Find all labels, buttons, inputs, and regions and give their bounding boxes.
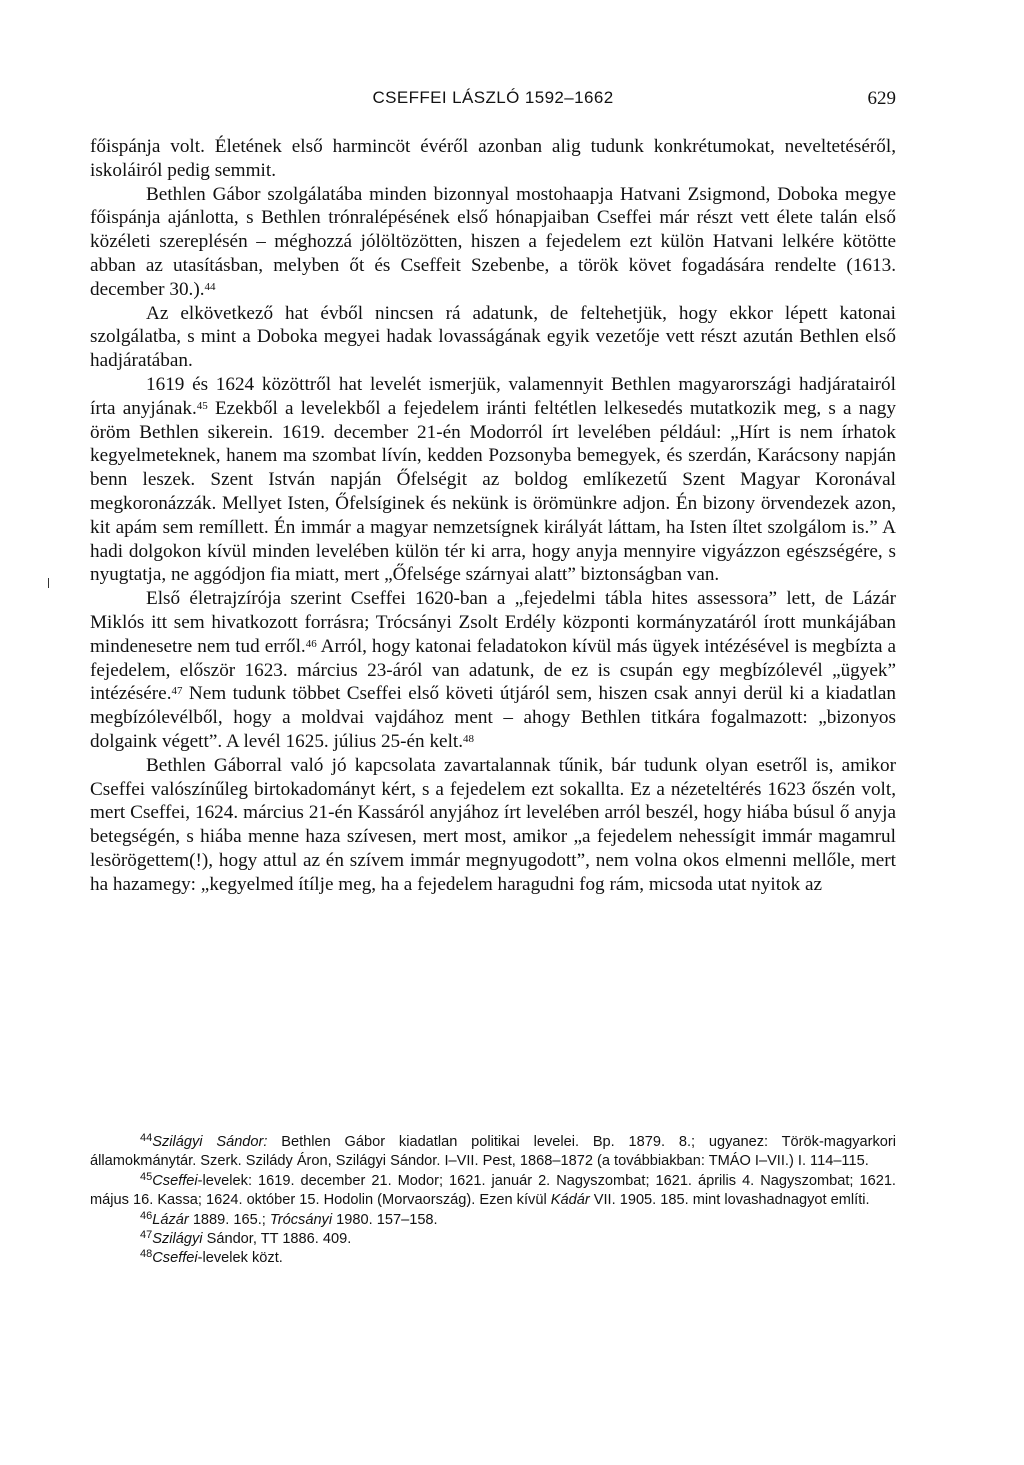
footnote-number: 48 — [140, 1248, 153, 1261]
paragraph-4 — [90, 373, 896, 587]
footnote-ref-47[interactable]: 47 — [171, 685, 183, 698]
footnote-46 — [90, 1211, 896, 1230]
footnote-45 — [90, 1172, 896, 1211]
running-title: CSEFFEI LÁSZLÓ 1592–1662 — [372, 88, 614, 107]
footnote-author: Cseffei — [152, 1172, 198, 1189]
paragraph-4-text-a: 1619 és 1624 közöttről hat levelét ismerjük, valamennyit Bethlen magyarországi hadjáratairól írta anyjának. — [90, 373, 896, 419]
footnote-author: Szilágyi — [152, 1231, 203, 1248]
paragraph-5-text-b: Arról, hogy katonai feladatokon kívül más ügyek intézésével is megbízta a fejedelem, először 1623. március 23-áról van adatunk, de ez is csupán egy megbízólevél „ügyek” intézésére. — [90, 635, 896, 705]
paragraph-5-text-a: Első életrajzírója szerint Cseffei 1620-ban a „fejedelmi tábla hites assessora” lett, de Lázár Miklós itt sem hivatkozott forrásra; Trócsányi Zsolt Erdély központi kormányzatáról írott munkájában mindenesetre nem tud erről. — [90, 588, 896, 657]
footnote-number: 44 — [140, 1132, 153, 1144]
paragraph-2-text: Bethlen Gábor szolgálatába minden bizonnyal mostohaapja Hatvani Zsigmond, Doboka megye főispánja ajánlotta, s Bethlen trónralépésének első hónapjaiban Cseffei már részt vett élete talán első közéleti szereplésén – méghozzá jólöltözötten, hiszen a fejedelem ezt külön Hatvani lelkére kötötte abban az utasításban, melyben őt és Cseffeit Szebenbe, a török követ fogadására rendelte (1613. december 30.). — [90, 183, 896, 300]
paragraph-6: Bethlen Gáborral való jó kapcsolata zavartalannak tűnik, bár tudunk olyan esetről is, amikor Cseffei valószínűleg birtokadományt kért, s a fejedelem ezt sokallta. Ez a nézeteltérés 1623 őszén volt, mert Cseffei, 1624. március 21-én Kassáról anyjához írt levelében arról beszél, hogy hiába búsul ő anyja betegségén, s hiába menne haza szívesen, mert most, amikor „a fejedelem nehessígit immár magamrul lesörögettem(!), hogy attul az én szívem immár megnyugodott”, nem volna okos elmenni mellőle, mert ha hazamegy: „kegyelmed ítílje meg, ha a fejedelem haragudni fog rám, micsoda utat nyitok az — [90, 754, 896, 895]
footnote-ref-45[interactable]: 45 — [196, 399, 208, 412]
paragraph-4-text-b: Ezekből a levelekből a fejedelem iránti feltétlen lelkesedés mutatkozik meg, s a nagy öröm Bethlen sikerein. 1619. december 21-én Modorról írt levelében például: „Hírt is nem írhatok kegyelmeteknek, hanem ma szombat lívín, kedden Pozsonyba bemegyek, és szerdán, Karácsony napján benn leszek. Szent István napján Őfelségit az boldog emlíkezetű Szent Magyar Koronával megkoronázzák. Mellyet Isten, Őfelsíginek és nekünk is örömünkre adjon. Én bizony örvendezek azon, kit apám sem remíllett. Én immár a magyar nemzetsígnek királyát láttam, ha Isten íltet szolgálom is.” A hadi dolgokon kívül minden levelében külön tér ki arra, hogy anyja mennyire vigyázzon egészségére, s nyugtatja, ne aggódjon fia miatt, mert „Őfelsége szárnyai alatt” biztonságban van. — [90, 397, 896, 586]
footnote-48 — [90, 1249, 896, 1268]
footnote-text: Bethlen Gábor kiadatlan politikai levelei. Bp. 1879. 8.; ugyanez: Török-magyarkori államokmánytár. Szerk. Szilády Áron, Szilágyi Sándor. I–VII. Pest, 1868–1872 (a továbbiakban: TMÁO I–VII.) I. 114–115. — [90, 1134, 896, 1170]
footnote-ref-48[interactable]: 48 — [463, 732, 475, 745]
paragraph-5-text-c: Nem tudunk többet Cseffei első követi útjáról sem, hiszen csak annyi derül ki a kiadatlan megbízólevélből, hogy a moldvai vajdához ment – ahogy Bethlen titkára fogalmazott: „bizonyos dolgaink végett”. A levél 1625. július 25-én kelt. — [90, 683, 896, 752]
footnote-44 — [90, 1133, 896, 1172]
footnote-text: 1889. 165.; — [188, 1211, 270, 1228]
footnote-number: 47 — [140, 1229, 153, 1242]
paragraph-3: Az elkövetkező hat évből nincsen rá adatunk, de feltehetjük, hogy ekkor lépett katonai szolgálatba, s mint a Doboka megyei hadak lovasságának egyik vezetője vett részt azután Bethlen első hadjáratában. — [90, 302, 896, 372]
margin-mark — [48, 578, 49, 588]
paragraph-1: főispánja volt. Életének első harmincöt évéről azonban alig tudunk konkrétumokat, neveltetéséről, iskoláiról pedig semmit. — [90, 136, 896, 181]
footnote-ref-46[interactable]: 46 — [305, 637, 317, 650]
footnote-number: 45 — [140, 1170, 153, 1183]
footnote-text: Sándor, TT 1886. 409. — [202, 1231, 352, 1248]
footnote-text: -levelek közt. — [197, 1250, 283, 1267]
footnote-author: Kádár — [550, 1192, 590, 1209]
footnote-ref-44[interactable]: 44 — [204, 280, 216, 293]
main-text — [90, 135, 896, 897]
footnote-number: 46 — [140, 1209, 153, 1222]
page-number: 629 — [867, 88, 896, 109]
footnotes — [90, 1133, 896, 1269]
footnote-author: Trócsányi — [269, 1211, 333, 1228]
footnote-text: -levelek: 1619. december 21. Modor; 1621. január 2. Nagyszombat; 1621. április 4. Nagyszombat; 1621. május 16. Kassa; 1624. október 15. Hodolin (Morvaország). Ezen kívül — [90, 1172, 896, 1209]
footnote-author: Szilágyi Sándor: — [152, 1134, 268, 1150]
footnote-text: VII. 1905. 185. mint lovashadnagyot említi. — [589, 1192, 870, 1209]
footnote-47 — [90, 1230, 896, 1249]
paragraph-2 — [90, 183, 896, 302]
footnote-author: Lázár — [152, 1211, 189, 1228]
paragraph-5 — [90, 587, 896, 754]
footnote-author: Cseffei — [152, 1250, 198, 1267]
footnote-text: 1980. 157–158. — [332, 1211, 438, 1228]
page-header — [90, 88, 896, 116]
